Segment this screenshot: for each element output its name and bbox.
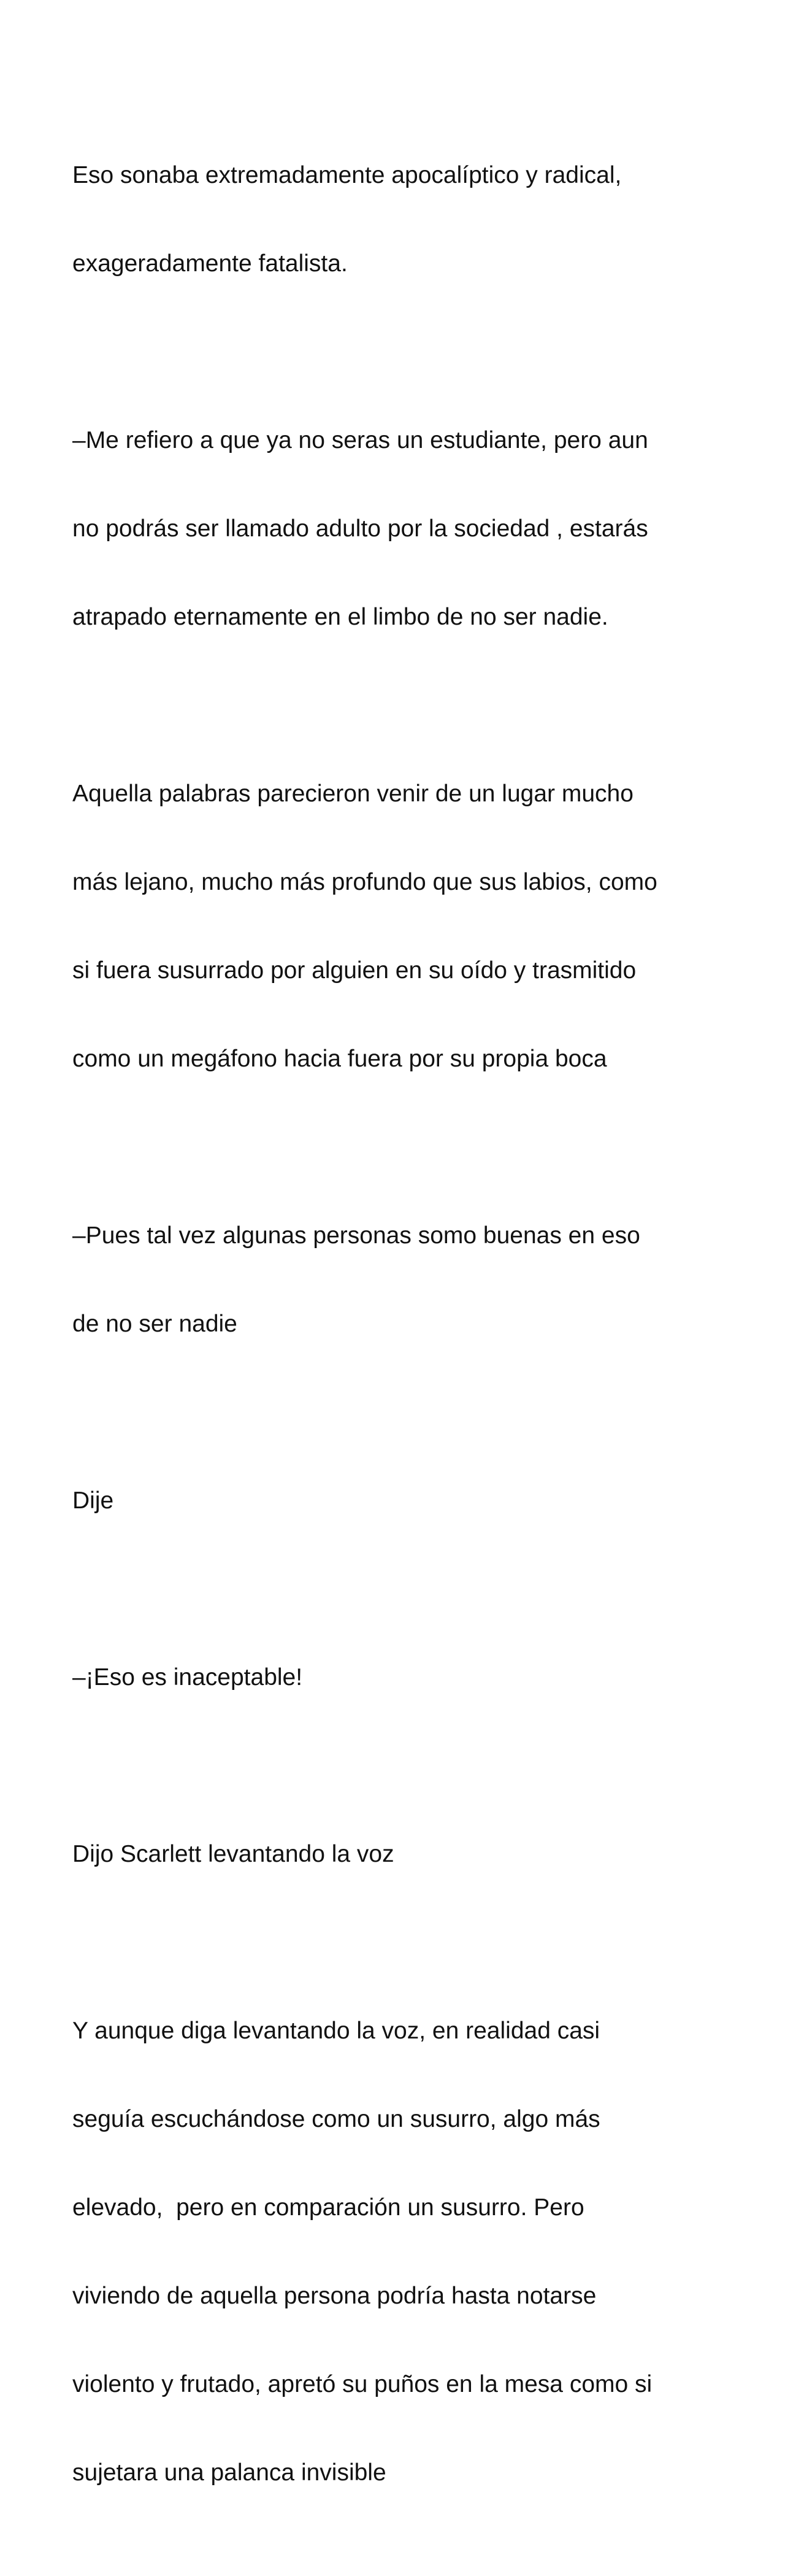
text-line: Dijo Scarlett levantando la voz [72,1841,394,1867]
paragraph-1 [72,102,724,337]
paragraph-6 [72,1604,724,1751]
paragraph-8 [72,1957,724,2547]
text-line: –¡Eso es inaceptable! [72,1664,303,1691]
text-line: como un megáfono hacia fuera por su propia boca [72,1046,607,1072]
paragraph-5 [72,1427,724,1575]
text-line: de no ser nadie [72,1311,237,1337]
document-body [72,102,724,2576]
text-line: seguía escuchándose como un susurro, algo más [72,2106,600,2132]
text-line: Y aunque diga levantando la voz, en realidad casi [72,2018,600,2044]
text-line: no podrás ser llamado adulto por la sociedad , estarás [72,515,648,542]
text-line: –Pues tal vez algunas personas somo buenas en eso [72,1222,640,1249]
paragraph-3 [72,720,724,1133]
paragraph-4 [72,1162,724,1398]
text-line: atrapado eternamente en el limbo de no ser nadie. [72,604,608,630]
text-line: violento y frutado, apretó su puños en la mesa como si [72,2371,653,2397]
text-line: Aquella palabras parecieron venir de un lugar mucho [72,781,634,807]
text-line: sujetara una palanca invisible [72,2459,386,2486]
text-line: si fuera susurrado por alguien en su oído y trasmitido [72,957,637,984]
text-line: Eso sonaba extremadamente apocalíptico y radical, [72,162,622,188]
paragraph-2 [72,367,724,691]
text-line: Dije [72,1487,114,1514]
text-line: viviendo de aquella persona podría hasta notarse [72,2283,597,2309]
text-line: exageradamente fatalista. [72,250,348,277]
text-line: –Me refiero a que ya no seras un estudiante, pero aun [72,427,648,453]
text-line: elevado, pero en comparación un susurro. Pero [72,2194,584,2221]
text-line: más lejano, mucho más profundo que sus labios, como [72,869,657,895]
paragraph-7 [72,1781,724,1928]
